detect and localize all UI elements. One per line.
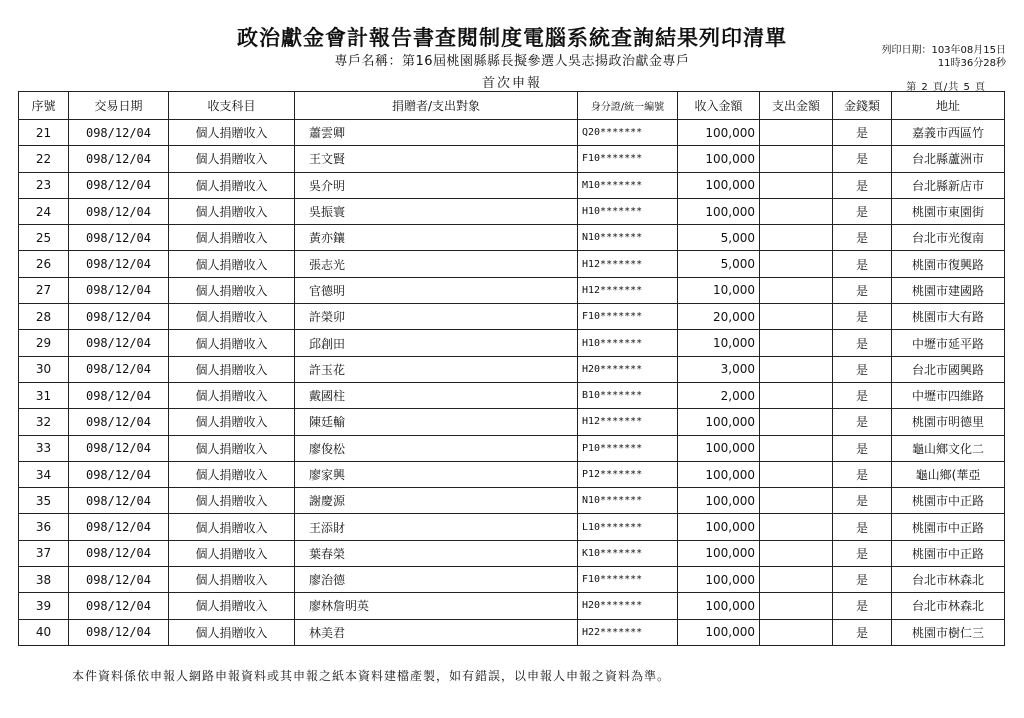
cell-category: 個人捐贈收入 — [169, 593, 295, 619]
cell-no: 34 — [19, 461, 69, 487]
cell-category: 個人捐贈收入 — [169, 146, 295, 172]
cell-address: 桃園市東園街 — [892, 198, 1005, 224]
cell-cash: 是 — [833, 330, 892, 356]
col-header-income: 收入金額 — [678, 92, 760, 120]
cell-date: 098/12/04 — [69, 198, 169, 224]
cell-income: 100,000 — [678, 514, 760, 540]
cell-address: 台北縣蘆洲市 — [892, 146, 1005, 172]
cell-expense — [760, 540, 833, 566]
cell-address: 桃園市中正路 — [892, 488, 1005, 514]
cell-no: 35 — [19, 488, 69, 514]
cell-donor: 黃亦鑲 — [295, 225, 578, 251]
cell-category: 個人捐贈收入 — [169, 277, 295, 303]
cell-id: F10******* — [578, 146, 678, 172]
cell-id: H10******* — [578, 198, 678, 224]
table-row — [19, 435, 1005, 461]
cell-no: 24 — [19, 198, 69, 224]
cell-id: H12******* — [578, 277, 678, 303]
cell-income: 20,000 — [678, 304, 760, 330]
cell-date: 098/12/04 — [69, 120, 169, 146]
cell-cash: 是 — [833, 304, 892, 330]
cell-address: 台北市國興路 — [892, 356, 1005, 382]
cell-expense — [760, 514, 833, 540]
cell-id: B10******* — [578, 382, 678, 408]
cell-cash: 是 — [833, 251, 892, 277]
cell-address: 台北市林森北 — [892, 567, 1005, 593]
cell-address: 龜山鄉(華亞 — [892, 461, 1005, 487]
cell-income: 3,000 — [678, 356, 760, 382]
table-row — [19, 593, 1005, 619]
cell-date: 098/12/04 — [69, 409, 169, 435]
table-row — [19, 225, 1005, 251]
table-row — [19, 488, 1005, 514]
cell-address: 台北縣新店市 — [892, 172, 1005, 198]
cell-id: H22******* — [578, 619, 678, 645]
cell-cash: 是 — [833, 435, 892, 461]
cell-category: 個人捐贈收入 — [169, 435, 295, 461]
cell-no: 37 — [19, 540, 69, 566]
print-date-label: 列印日期： — [881, 45, 932, 56]
cell-cash: 是 — [833, 488, 892, 514]
cell-address: 桃園市中正路 — [892, 540, 1005, 566]
report-title: 政治獻金會計報告書查閱制度電腦系統查詢結果列印清單 — [237, 26, 787, 50]
cell-address: 桃園市中正路 — [892, 514, 1005, 540]
cell-income: 100,000 — [678, 198, 760, 224]
cell-id: F10******* — [578, 304, 678, 330]
cell-id: P12******* — [578, 461, 678, 487]
footer-note: 本件資料係依申報人網路申報資料或其申報之紙本資料建檔產製，如有錯誤，以申報人申報之資料為準。 — [72, 669, 671, 683]
cell-address: 中壢市延平路 — [892, 330, 1005, 356]
print-date-block — [826, 44, 1006, 70]
print-time-value: 11時36分28秒 — [937, 58, 1006, 69]
col-header-date: 交易日期 — [69, 92, 169, 120]
page-info: 第 2 頁/共 5 頁 — [906, 82, 986, 93]
cell-date: 098/12/04 — [69, 567, 169, 593]
cell-income: 100,000 — [678, 593, 760, 619]
cell-address: 台北市林森北 — [892, 593, 1005, 619]
cell-date: 098/12/04 — [69, 356, 169, 382]
cell-id: H12******* — [578, 409, 678, 435]
cell-cash: 是 — [833, 593, 892, 619]
cell-income: 2,000 — [678, 382, 760, 408]
cell-expense — [760, 382, 833, 408]
cell-cash: 是 — [833, 619, 892, 645]
table-header-row — [19, 92, 1005, 120]
cell-category: 個人捐贈收入 — [169, 330, 295, 356]
cell-donor: 王添財 — [295, 514, 578, 540]
cell-id: P10******* — [578, 435, 678, 461]
cell-address: 桃園市樹仁三 — [892, 619, 1005, 645]
cell-date: 098/12/04 — [69, 488, 169, 514]
col-header-category: 收支科目 — [169, 92, 295, 120]
cell-expense — [760, 488, 833, 514]
cell-expense — [760, 356, 833, 382]
cell-category: 個人捐贈收入 — [169, 540, 295, 566]
cell-income: 100,000 — [678, 488, 760, 514]
cell-income: 5,000 — [678, 251, 760, 277]
cell-donor: 邱創田 — [295, 330, 578, 356]
cell-donor: 謝慶源 — [295, 488, 578, 514]
cell-id: H10******* — [578, 330, 678, 356]
cell-income: 5,000 — [678, 225, 760, 251]
cell-no: 28 — [19, 304, 69, 330]
table-row — [19, 251, 1005, 277]
cell-cash: 是 — [833, 198, 892, 224]
cell-id: N10******* — [578, 225, 678, 251]
cell-no: 32 — [19, 409, 69, 435]
cell-donor: 戴國柱 — [295, 382, 578, 408]
account-name: 第16屆桃園縣縣長擬參選人吳志揚政治獻金專戶 — [401, 54, 690, 69]
cell-donor: 許玉花 — [295, 356, 578, 382]
cell-expense — [760, 567, 833, 593]
cell-donor: 陳廷輸 — [295, 409, 578, 435]
donation-table — [18, 91, 1005, 646]
cell-category: 個人捐贈收入 — [169, 172, 295, 198]
table-row — [19, 409, 1005, 435]
cell-category: 個人捐贈收入 — [169, 409, 295, 435]
cell-donor: 王文賢 — [295, 146, 578, 172]
cell-category: 個人捐贈收入 — [169, 120, 295, 146]
col-header-no: 序號 — [19, 92, 69, 120]
cell-donor: 官德明 — [295, 277, 578, 303]
table-row — [19, 146, 1005, 172]
cell-no: 39 — [19, 593, 69, 619]
cell-no: 36 — [19, 514, 69, 540]
cell-id: L10******* — [578, 514, 678, 540]
table-row — [19, 514, 1005, 540]
col-header-expense: 支出金額 — [760, 92, 833, 120]
cell-address: 桃園市大有路 — [892, 304, 1005, 330]
cell-date: 098/12/04 — [69, 382, 169, 408]
cell-income: 10,000 — [678, 277, 760, 303]
cell-donor: 廖治德 — [295, 567, 578, 593]
cell-donor: 葉春榮 — [295, 540, 578, 566]
cell-donor: 廖家興 — [295, 461, 578, 487]
cell-cash: 是 — [833, 356, 892, 382]
cell-income: 100,000 — [678, 146, 760, 172]
cell-no: 31 — [19, 382, 69, 408]
cell-donor: 廖俊松 — [295, 435, 578, 461]
cell-category: 個人捐贈收入 — [169, 225, 295, 251]
cell-income: 100,000 — [678, 120, 760, 146]
cell-address: 中壢市四維路 — [892, 382, 1005, 408]
cell-cash: 是 — [833, 277, 892, 303]
cell-id: N10******* — [578, 488, 678, 514]
cell-category: 個人捐贈收入 — [169, 356, 295, 382]
cell-date: 098/12/04 — [69, 225, 169, 251]
cell-date: 098/12/04 — [69, 304, 169, 330]
cell-id: M10******* — [578, 172, 678, 198]
table-row — [19, 356, 1005, 382]
cell-cash: 是 — [833, 172, 892, 198]
cell-date: 098/12/04 — [69, 330, 169, 356]
cell-income: 100,000 — [678, 619, 760, 645]
cell-donor: 廖林詹明英 — [295, 593, 578, 619]
cell-id: H20******* — [578, 593, 678, 619]
cell-cash: 是 — [833, 409, 892, 435]
cell-cash: 是 — [833, 567, 892, 593]
cell-expense — [760, 304, 833, 330]
cell-address: 桃園市復興路 — [892, 251, 1005, 277]
cell-expense — [760, 619, 833, 645]
cell-category: 個人捐贈收入 — [169, 514, 295, 540]
table-row — [19, 619, 1005, 645]
cell-id: F10******* — [578, 567, 678, 593]
cell-id: H20******* — [578, 356, 678, 382]
cell-donor: 張志光 — [295, 251, 578, 277]
cell-category: 個人捐贈收入 — [169, 251, 295, 277]
cell-category: 個人捐贈收入 — [169, 382, 295, 408]
cell-no: 26 — [19, 251, 69, 277]
col-header-cash: 金錢類 — [833, 92, 892, 120]
table-row — [19, 304, 1005, 330]
cell-income: 100,000 — [678, 435, 760, 461]
cell-date: 098/12/04 — [69, 619, 169, 645]
cell-expense — [760, 251, 833, 277]
cell-date: 098/12/04 — [69, 461, 169, 487]
cell-cash: 是 — [833, 146, 892, 172]
table-row — [19, 277, 1005, 303]
cell-cash: 是 — [833, 461, 892, 487]
cell-category: 個人捐贈收入 — [169, 488, 295, 514]
cell-cash: 是 — [833, 225, 892, 251]
cell-date: 098/12/04 — [69, 593, 169, 619]
cell-income: 100,000 — [678, 172, 760, 198]
cell-no: 21 — [19, 120, 69, 146]
account-label: 專戶名稱： — [334, 54, 402, 69]
cell-id: Q20******* — [578, 120, 678, 146]
cell-income: 100,000 — [678, 461, 760, 487]
table-row — [19, 540, 1005, 566]
table-row — [19, 382, 1005, 408]
cell-date: 098/12/04 — [69, 514, 169, 540]
cell-address: 龜山鄉文化二 — [892, 435, 1005, 461]
cell-cash: 是 — [833, 540, 892, 566]
cell-date: 098/12/04 — [69, 435, 169, 461]
cell-expense — [760, 198, 833, 224]
table-row — [19, 172, 1005, 198]
col-header-id: 身分證/統一編號 — [578, 92, 678, 120]
cell-expense — [760, 225, 833, 251]
cell-no: 25 — [19, 225, 69, 251]
cell-date: 098/12/04 — [69, 172, 169, 198]
cell-cash: 是 — [833, 120, 892, 146]
cell-income: 10,000 — [678, 330, 760, 356]
cell-cash: 是 — [833, 514, 892, 540]
cell-date: 098/12/04 — [69, 277, 169, 303]
cell-donor: 林美君 — [295, 619, 578, 645]
cell-category: 個人捐贈收入 — [169, 619, 295, 645]
cell-no: 40 — [19, 619, 69, 645]
print-date-value: 103年08月15日 — [931, 45, 1006, 56]
table-row — [19, 567, 1005, 593]
cell-no: 33 — [19, 435, 69, 461]
cell-no: 23 — [19, 172, 69, 198]
cell-category: 個人捐贈收入 — [169, 198, 295, 224]
table-body — [19, 120, 1005, 646]
cell-no: 27 — [19, 277, 69, 303]
cell-expense — [760, 277, 833, 303]
cell-id: H12******* — [578, 251, 678, 277]
cell-expense — [760, 330, 833, 356]
cell-id: K10******* — [578, 540, 678, 566]
cell-category: 個人捐贈收入 — [169, 567, 295, 593]
table-row — [19, 120, 1005, 146]
cell-address: 嘉義市西區竹 — [892, 120, 1005, 146]
cell-income: 100,000 — [678, 409, 760, 435]
col-header-donor: 捐贈者/支出對象 — [295, 92, 578, 120]
cell-income: 100,000 — [678, 567, 760, 593]
cell-expense — [760, 172, 833, 198]
cell-donor: 吳介明 — [295, 172, 578, 198]
cell-category: 個人捐贈收入 — [169, 304, 295, 330]
cell-donor: 吳振寰 — [295, 198, 578, 224]
cell-address: 桃園市建國路 — [892, 277, 1005, 303]
cell-date: 098/12/04 — [69, 146, 169, 172]
cell-expense — [760, 593, 833, 619]
cell-no: 38 — [19, 567, 69, 593]
cell-expense — [760, 409, 833, 435]
cell-expense — [760, 120, 833, 146]
report-type: 首次申報 — [481, 76, 542, 91]
cell-no: 29 — [19, 330, 69, 356]
col-header-address: 地址 — [892, 92, 1005, 120]
cell-expense — [760, 146, 833, 172]
table-row — [19, 461, 1005, 487]
cell-income: 100,000 — [678, 540, 760, 566]
cell-expense — [760, 435, 833, 461]
cell-address: 台北市光復南 — [892, 225, 1005, 251]
cell-expense — [760, 461, 833, 487]
cell-no: 22 — [19, 146, 69, 172]
cell-date: 098/12/04 — [69, 251, 169, 277]
cell-cash: 是 — [833, 382, 892, 408]
cell-no: 30 — [19, 356, 69, 382]
cell-category: 個人捐贈收入 — [169, 461, 295, 487]
cell-donor: 許榮卯 — [295, 304, 578, 330]
table-row — [19, 198, 1005, 224]
cell-date: 098/12/04 — [69, 540, 169, 566]
cell-donor: 蕭雲卿 — [295, 120, 578, 146]
table-row — [19, 330, 1005, 356]
cell-address: 桃園市明德里 — [892, 409, 1005, 435]
